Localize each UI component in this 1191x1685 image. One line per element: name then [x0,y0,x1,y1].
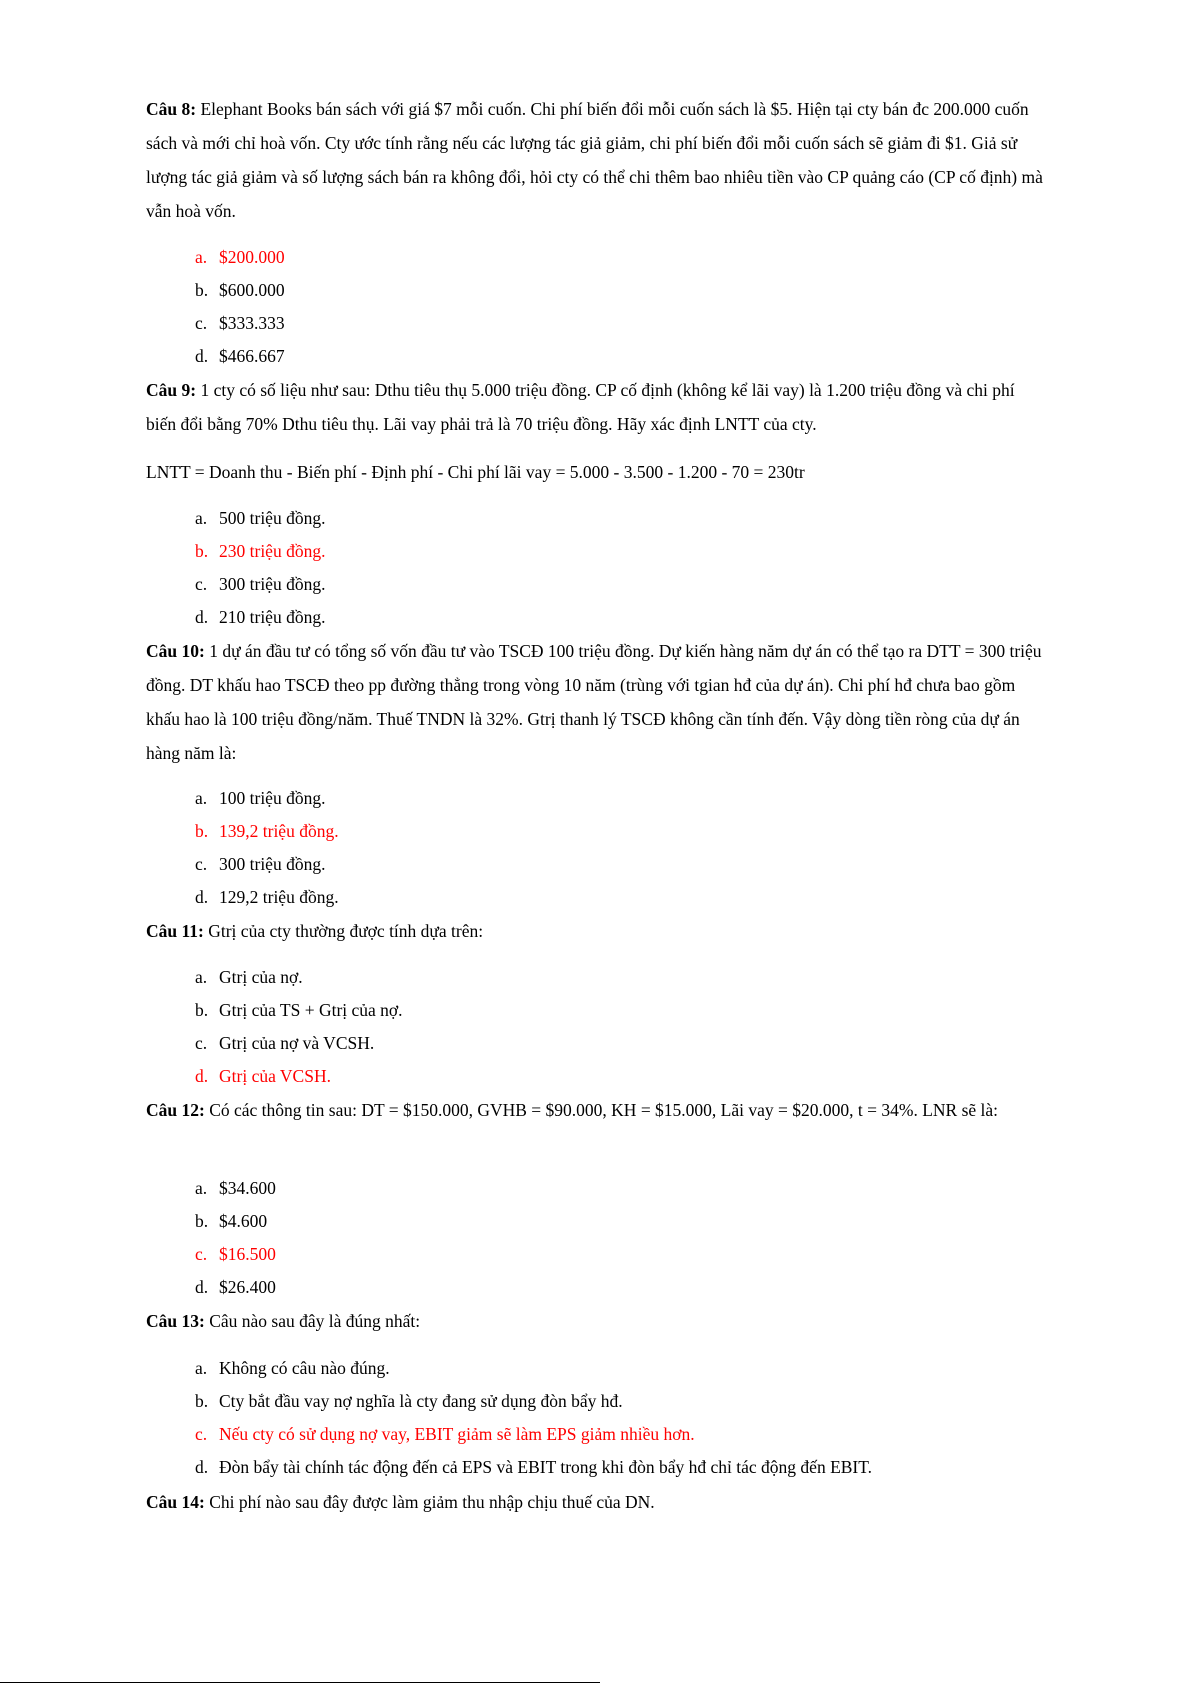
option-10a: a. 100 triệu đồng. [195,788,326,808]
option-12c: c. $16.500 [195,1244,276,1264]
option-11a: a. Gtrị của nợ. [195,967,303,987]
question-text: 1 cty có số liệu như sau: Dthu tiêu thụ 5.000 triệu đồng. CP cố định (không kể lãi vay) là 1.200 triệu đồng và chi phí biến đổi bằng 70% Dthu tiêu thụ. Lãi vay phải trả là 70 triệu đồng. Hãy xác định LNTT của cty. [146,380,1015,434]
question-text: Gtrị của cty thường được tính dựa trên: [208,921,484,941]
question-number: Câu 8: [146,99,197,119]
answer-note: LNTT = Doanh thu - Biến phí - Định phí - Chi phí lãi vay = 5.000 - 3.500 - 1.200 - 70 = 230tr [146,462,805,482]
option-10d: d. 129,2 triệu đồng. [195,887,339,907]
option-9a: a. 500 triệu đồng. [195,508,326,528]
question-text: 1 dự án đầu tư có tổng số vốn đầu tư vào TSCĐ 100 triệu đồng. Dự kiến hàng năm dự án có thể tạo ra DTT = 300 triệu đồng. DT khấu hao TSCĐ theo pp đường thẳng trong vòng 10 năm (trùng với tgian hđ của dự án). Chi phí hđ chưa bao gồm khấu hao là 100 triệu đồng/năm. Thuế TNDN là 32%. Gtrị thanh lý TSCĐ không cần tính đến. Vậy dòng tiền ròng của dự án hàng năm là: [146,641,1042,763]
question-number: Câu 12: [146,1100,205,1120]
question-text: Chi phí nào sau đây được làm giảm thu nhập chịu thuế của DN. [209,1492,655,1512]
page-bottom-rule [0,1682,600,1683]
option-11b: b. Gtrị của TS + Gtrị của nợ. [195,1000,403,1020]
option-12a: a. $34.600 [195,1178,276,1198]
question-number: Câu 9: [146,380,197,400]
question-number: Câu 13: [146,1311,205,1331]
option-8b: b. $600.000 [195,280,285,300]
option-10b: b. 139,2 triệu đồng. [195,821,339,841]
option-12b: b. $4.600 [195,1211,268,1231]
option-9d: d. 210 triệu đồng. [195,607,326,627]
question-8 [146,92,1046,228]
option-9c: c. 300 triệu đồng. [195,574,326,594]
question-13 [146,1304,1046,1338]
question-text: Elephant Books bán sách với giá $7 mỗi cuốn. Chi phí biến đổi mỗi cuốn sách là $5. Hiện tại cty bán đc 200.000 cuốn sách và mới chỉ hoà vốn. Cty ước tính rằng nếu các lượng tác giả giảm, chi phí biến đổi mỗi cuốn sách sẽ giảm đi $1. Giả sử lượng tác giả giảm và số lượng sách bán ra không đổi, hỏi cty có thể chi thêm bao nhiêu tiền vào CP quảng cáo (CP cố định) mà vẫn hoà vốn. [146,99,1043,221]
question-text: Câu nào sau đây là đúng nhất: [209,1311,421,1331]
question-number: Câu 10: [146,641,205,661]
option-8c: c. $333.333 [195,313,285,333]
option-12d: d. $26.400 [195,1277,276,1297]
question-10 [146,634,1046,770]
option-13c: c. Nếu cty có sử dụng nợ vay, EBIT giảm sẽ làm EPS giảm nhiều hơn. [195,1424,695,1444]
question-number: Câu 11: [146,921,204,941]
question-9 [146,373,1046,441]
question-text: Có các thông tin sau: DT = $150.000, GVHB = $90.000, KH = $15.000, Lãi vay = $20.000, t = 34%. LNR sẽ là: [209,1100,999,1120]
question-number: Câu 14: [146,1492,205,1512]
option-8d: d. $466.667 [195,346,285,366]
option-11d: d. Gtrị của VCSH. [195,1066,331,1086]
option-13b: b. Cty bắt đầu vay nợ nghĩa là cty đang sử dụng đòn bẩy hđ. [195,1391,623,1411]
option-11c: c. Gtrị của nợ và VCSH. [195,1033,375,1053]
option-13d: d. Đòn bẩy tài chính tác động đến cả EPS và EBIT trong khi đòn bẩy hđ chỉ tác động đến EBIT. [195,1457,873,1477]
option-8a: a. $200.000 [195,247,285,267]
question-14 [146,1485,1046,1519]
option-13a: a. Không có câu nào đúng. [195,1358,390,1378]
question-12 [146,1093,1046,1127]
option-10c: c. 300 triệu đồng. [195,854,326,874]
option-9b: b. 230 triệu đồng. [195,541,326,561]
question-11 [146,914,1046,948]
